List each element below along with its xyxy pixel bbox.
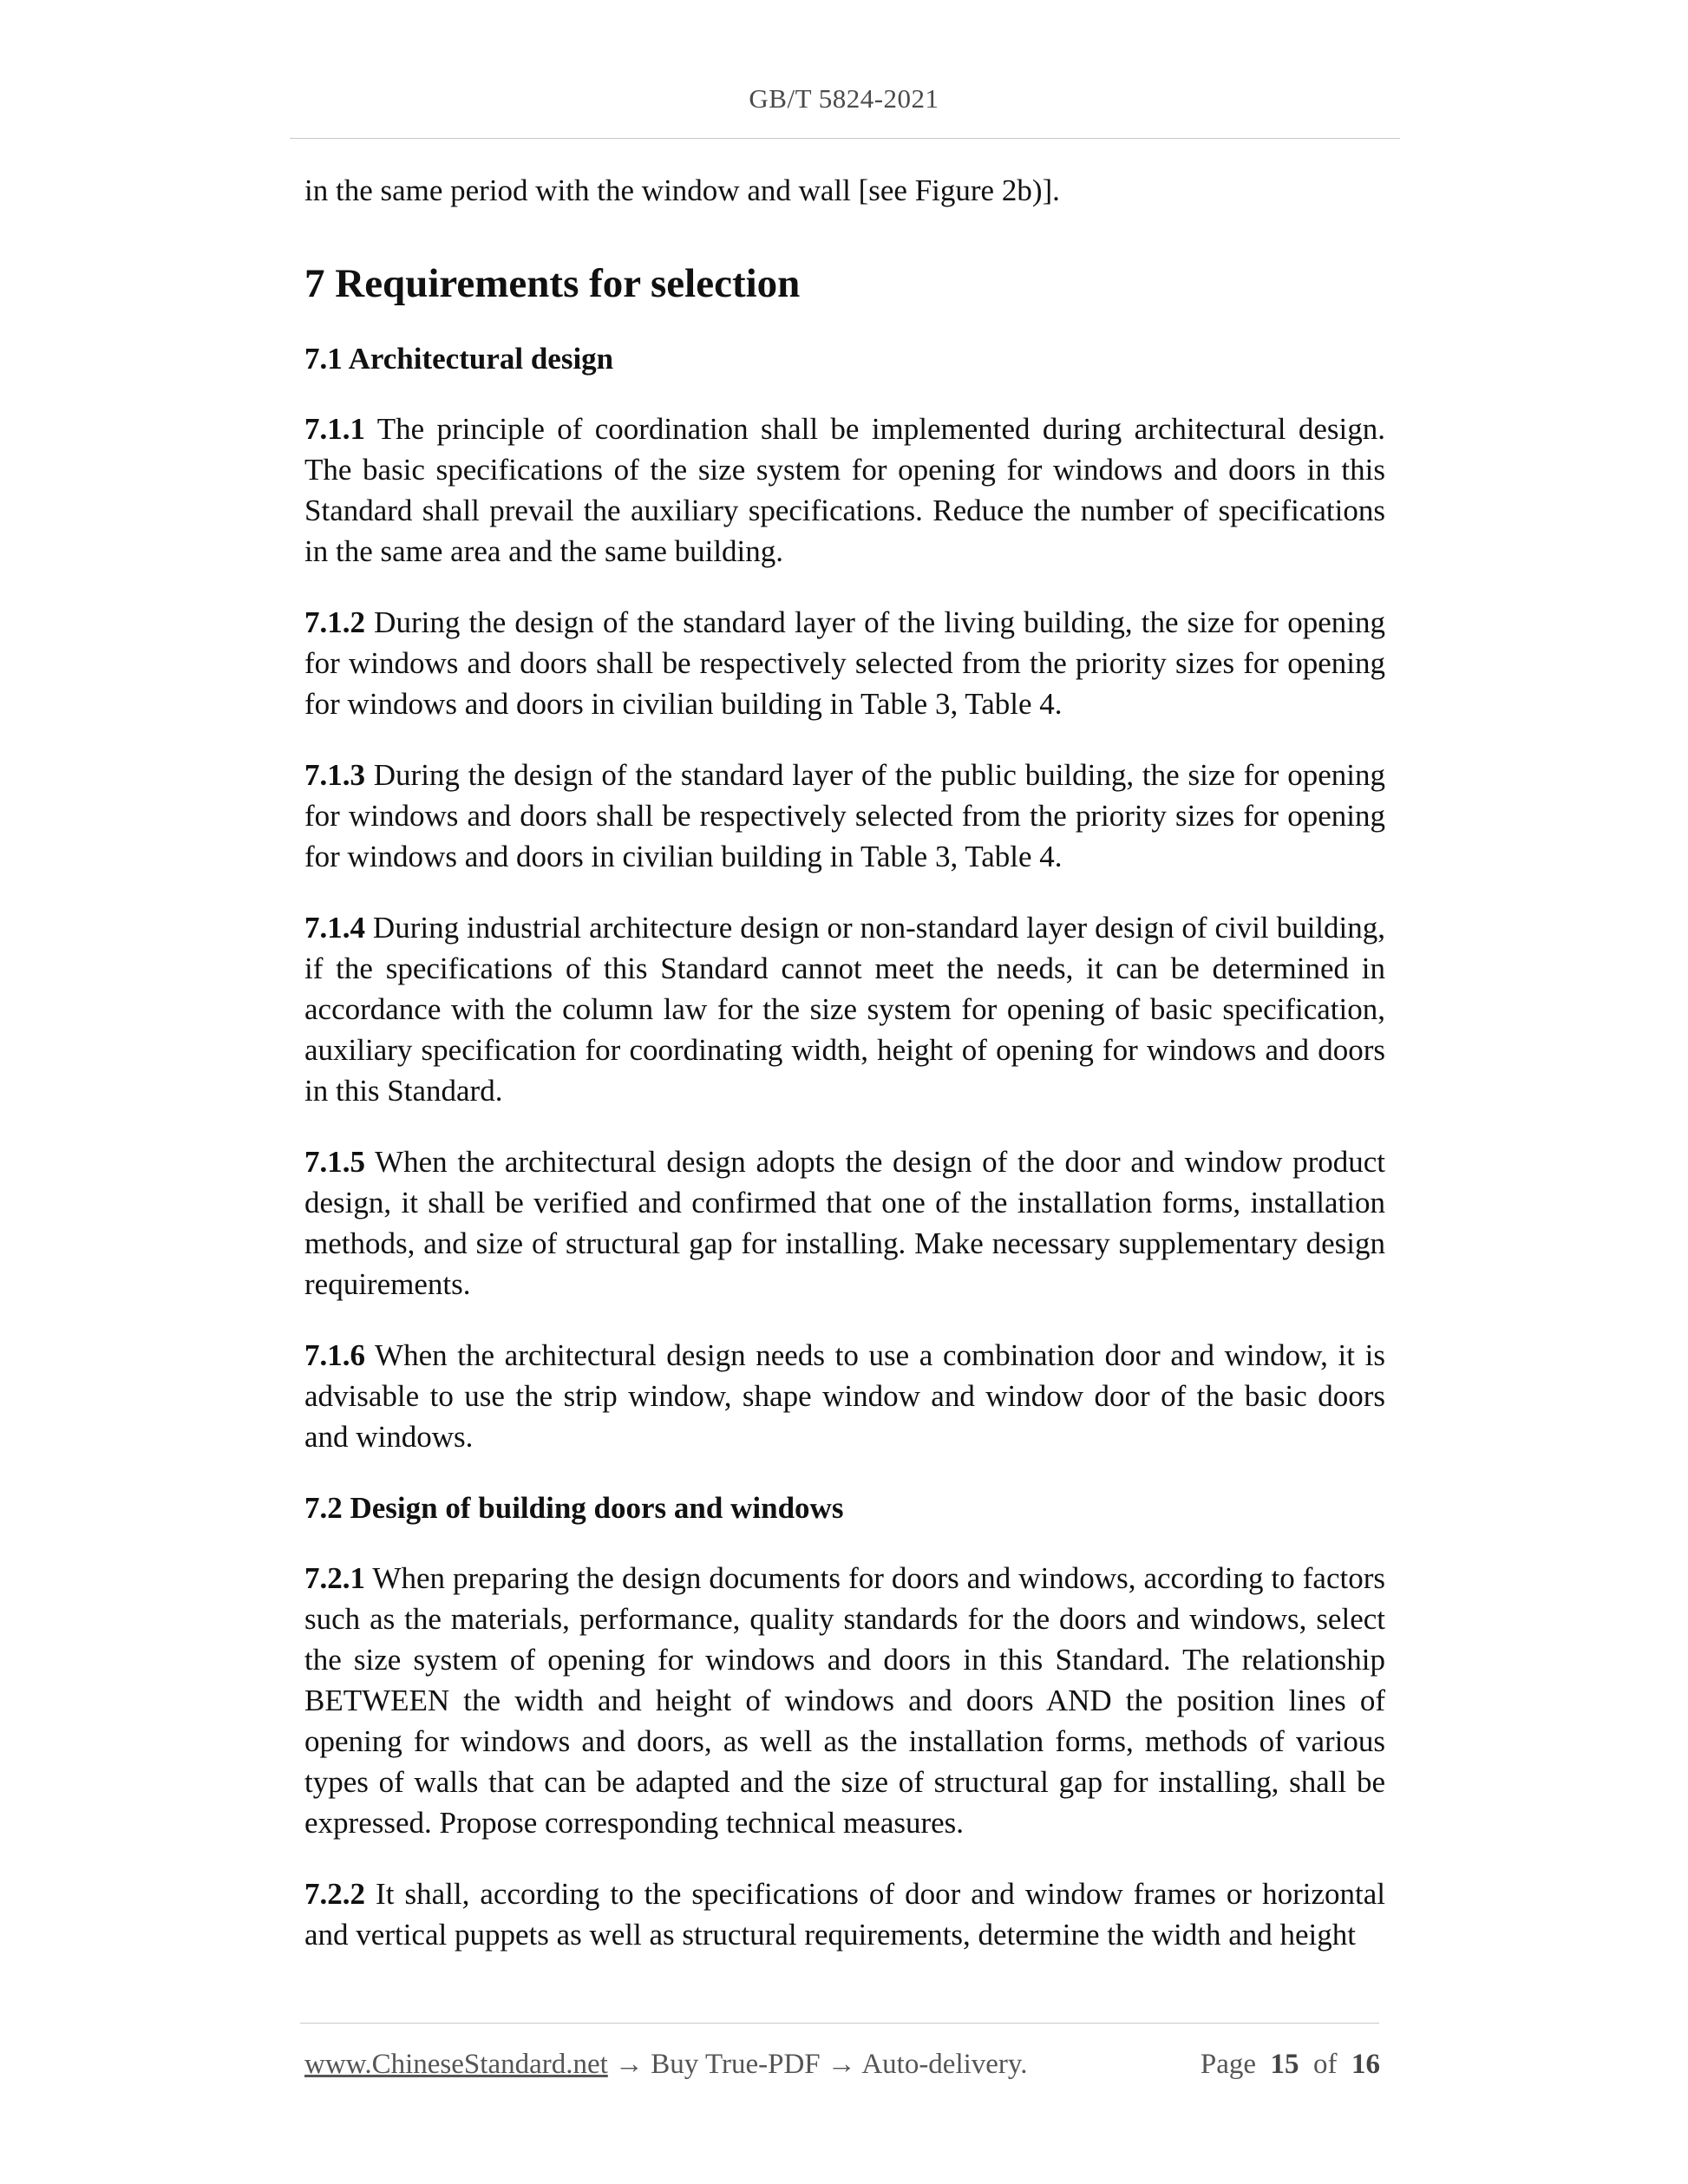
clause-text: When the architectural design adopts the design of the door and window product design, it shall be verified and confirmed that one of the installation forms, installation methods, and size of structural gap for installing. Make necessary supplementary design requirements. <box>304 1145 1385 1301</box>
document-body <box>304 170 1385 1985</box>
subsection-heading-7-1: 7.1 Architectural design <box>304 342 614 376</box>
clause-7-2-2 <box>304 1873 1385 1955</box>
auto-delivery-text: Auto-delivery. <box>861 2049 1028 2080</box>
clause-text: During industrial architecture design or non-standard layer design of civil building, if the specifications of this Standard cannot meet the needs, it can be determined in accordance with the column law for the size system for opening of basic specification, auxiliary specification for coordinating width, height of opening for windows and doors in this Standard. <box>304 911 1386 1108</box>
clause-text: During the design of the standard layer of the living building, the size for opening for windows and doors shall be respectively selected from the priority sizes for opening for windows and doors in civilian building in Table 3, Table 4. <box>304 605 1385 721</box>
clause-number: 7.1.1 <box>304 412 365 446</box>
current-page: 15 <box>1270 2049 1299 2080</box>
page-number <box>1201 2045 1380 2083</box>
clause-7-1-1 <box>304 409 1385 572</box>
header-divider <box>290 138 1400 139</box>
clause-number: 7.2.2 <box>304 1877 365 1911</box>
clause-text: It shall, according to the specifications of door and window frames or horizontal and vertical puppets as well as structural requirements, determine the width and height <box>304 1877 1386 1952</box>
clause-number: 7.1.4 <box>304 911 365 945</box>
clause-number: 7.1.6 <box>304 1338 365 1372</box>
clause-text: When preparing the design documents for doors and windows, according to factors such as the materials, performance, quality standards for the doors and windows, select the size system of opening for windows and doors in this Standard. The relationship BETWEEN the width and height of windows and doors AND the position lines of opening for windows and doors, as well as the installation forms, methods of various types of walls that can be adapted and the size of structural gap for installing, shall be expressed. Propose corresponding technical measures. <box>304 1561 1386 1840</box>
of-label: of <box>1313 2049 1338 2080</box>
buy-pdf-text: Buy True-PDF <box>651 2049 821 2080</box>
page-header-title: GB/T 5824-2021 <box>749 83 939 114</box>
clause-7-2-1 <box>304 1558 1385 1843</box>
clause-number: 7.2.1 <box>304 1561 365 1595</box>
clause-text: When the architectural design needs to use a combination door and window, it is advisable to use the strip window, shape window and window door of the basic doors and windows. <box>304 1338 1385 1454</box>
subsection-heading-7-2: 7.2 Design of building doors and windows <box>304 1491 844 1525</box>
clause-number: 7.1.3 <box>304 758 365 792</box>
footer-divider <box>300 2023 1379 2024</box>
section-heading: 7 Requirements for selection <box>304 261 801 306</box>
clause-number: 7.1.2 <box>304 605 365 639</box>
clause-number: 7.1.5 <box>304 1145 365 1179</box>
footer-promo <box>304 2045 1028 2083</box>
total-pages: 16 <box>1351 2049 1380 2080</box>
site-link[interactable]: www.ChineseStandard.net <box>304 2049 608 2080</box>
clause-7-1-3 <box>304 755 1385 877</box>
clause-7-1-4 <box>304 907 1385 1111</box>
arrow-right-icon: → <box>827 2049 856 2080</box>
clause-7-1-2 <box>304 602 1385 724</box>
arrow-right-icon: → <box>615 2049 644 2080</box>
carry-over-text: in the same period with the window and wall [see Figure 2b)]. <box>304 173 1060 207</box>
page-label: Page <box>1200 2049 1256 2080</box>
clause-7-1-5 <box>304 1141 1385 1305</box>
clause-7-1-6 <box>304 1335 1385 1457</box>
clause-text: The principle of coordination shall be implemented during architectural design. The basic specifications of the size system for opening for windows and doors in this Standard shall prevail the auxiliary specifications. Reduce the number of specifications in the same area and the same building. <box>304 412 1385 568</box>
clause-text: During the design of the standard layer of the public building, the size for opening for windows and doors shall be respectively selected from the priority sizes for opening for windows and doors in civilian building in Table 3, Table 4. <box>304 758 1385 873</box>
